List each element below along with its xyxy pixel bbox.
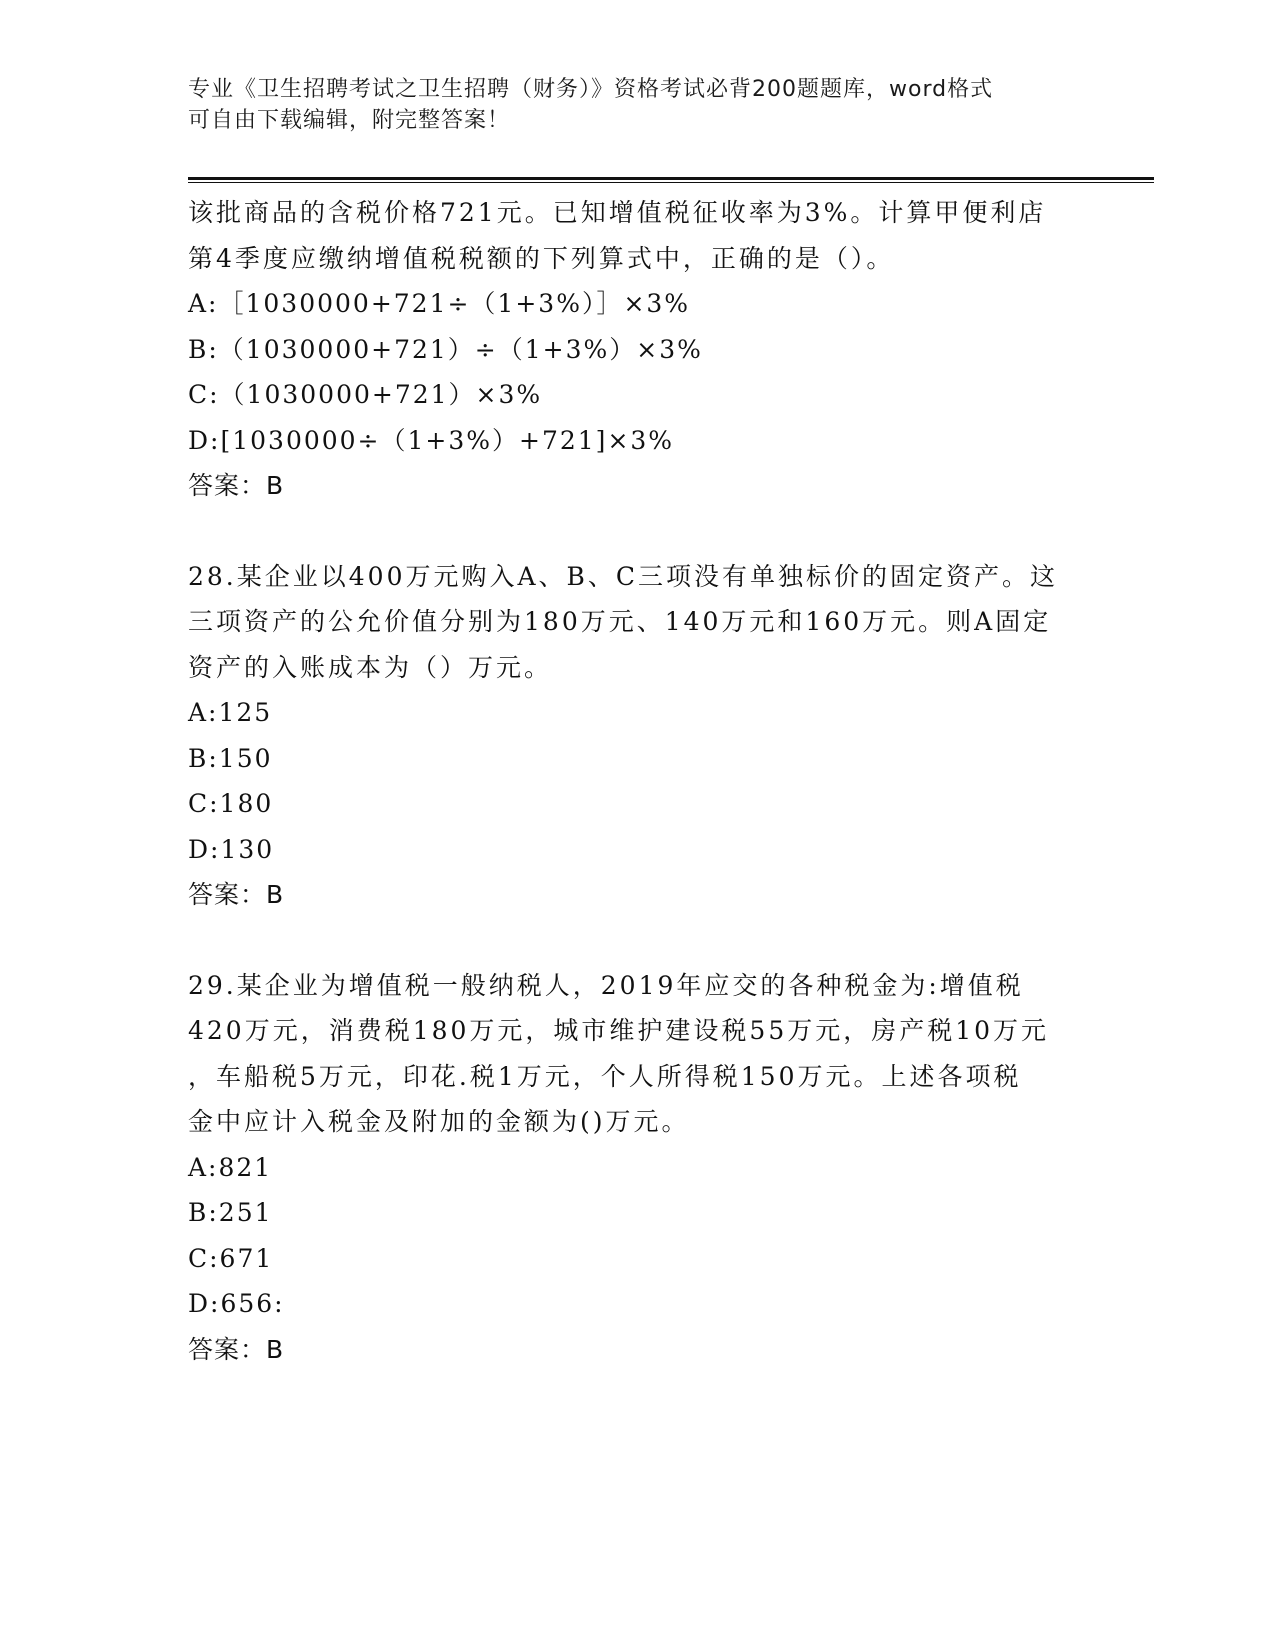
- question-spacer: [188, 918, 1088, 963]
- header-title-line-2: 可自由下载编辑，附完整答案！: [188, 108, 511, 133]
- option-d: D:656:: [188, 1289, 285, 1318]
- question-text-line: 28.某企业以400万元购入A、B、C三项没有单独标价的固定资产。这: [188, 561, 1059, 591]
- option-b: B:251: [188, 1198, 273, 1227]
- answer-label: 答案：B: [188, 880, 285, 909]
- question-text-line: 420万元，消费税180万元，城市维护建设税55万元，房产税10万元: [188, 1016, 1050, 1045]
- question-29: [188, 963, 1088, 1373]
- option-a: A:［1030000+721÷（1+3%）］×3%: [188, 289, 691, 318]
- question-text-line: 29.某企业为增值税一般纳税人，2019年应交的各种税金为:增值税: [188, 970, 1024, 1000]
- question-text-line: 该批商品的含税价格721元。已知增值税征收率为3%。计算甲便利店: [188, 198, 1047, 227]
- option-d: D:130: [188, 834, 275, 864]
- option-a: A:821: [188, 1152, 273, 1182]
- option-a: A:125: [188, 698, 273, 727]
- option-d: D:[1030000÷（1+3%）+721]×3%: [188, 425, 675, 455]
- answer-label: 答案：B: [188, 1334, 285, 1364]
- option-c: C:671: [188, 1243, 274, 1273]
- document-header: [188, 74, 1088, 136]
- question-list: [188, 190, 1088, 1372]
- option-c: C:180: [188, 789, 274, 818]
- question-text-line: 三项资产的公允价值分别为180万元、140万元和160万元。则A固定: [188, 607, 1052, 636]
- header-divider-thin: [188, 182, 1154, 183]
- option-b: B:150: [188, 743, 273, 773]
- question-27-continued: [188, 190, 1088, 509]
- question-text-line: 第4季度应缴纳增值税税额的下列算式中，正确的是（）。: [188, 243, 895, 273]
- question-text-line: ，车船税5万元，印花.税1万元，个人所得税150万元。上述各项税: [188, 1061, 1022, 1091]
- question-spacer: [188, 509, 1088, 554]
- question-28: [188, 554, 1088, 918]
- header-title-line-1: 专业《卫生招聘考试之卫生招聘（财务）》资格考试必背200题题库，word格式: [188, 77, 994, 102]
- option-c: C:（1030000+721）×3%: [188, 380, 543, 409]
- option-b: B:（1030000+721）÷（1+3%）×3%: [188, 334, 703, 364]
- header-divider-thick: [188, 177, 1154, 180]
- question-text-line: 金中应计入税金及附加的金额为()万元。: [188, 1107, 690, 1136]
- question-text-line: 资产的入账成本为（）万元。: [188, 652, 553, 682]
- answer-label: 答案：B: [188, 471, 285, 500]
